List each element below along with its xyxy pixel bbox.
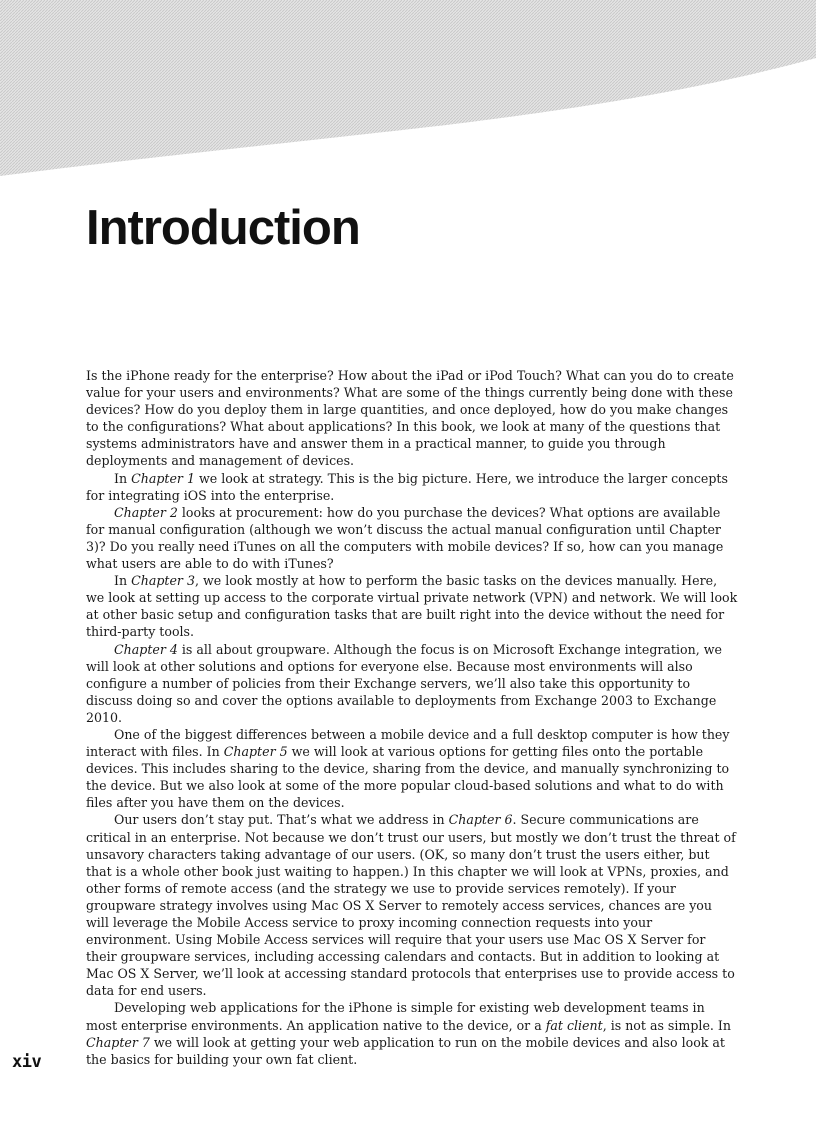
paragraph (86, 999, 738, 1067)
italic-reference: Chapter 6 (448, 812, 513, 828)
text-run: Developing web applications for the iPhone is simple for existing web development teams in most enterprise environments. An application native to the device, or a (86, 1000, 705, 1033)
text-run: looks at procurement: how do you purchase the devices? What options are available for manual configuration (although we won’t discuss the actual manual configuration until Chapter 3)? Do you really need iTunes on all the computers with mobile devices? If so, how can you manage what users are able to do with iTunes? (86, 504, 724, 572)
text-run: we will look at getting your web application to run on the mobile devices and also look at the basics for building your own fat client. (86, 1034, 725, 1067)
paragraph (86, 572, 738, 640)
page-title: Introduction (86, 201, 360, 255)
text-run: we look at strategy. This is the big picture. Here, we introduce the larger concepts for integrating iOS into the enterprise. (86, 470, 728, 503)
text-run: . Secure communications are critical in an enterprise. Not because we don’t trust our users, but mostly we don’t trust the threat of unsavory characters taking advantage of our users. (OK, so many don’t trust the users either, but that is a whole other book just waiting to happen.) In this chapter we will look at VPNs, proxies, and other forms of remote access (and the strategy we use to provide services remotely). If your groupware strategy involves using Mac OS X Server to remotely access services, chances are you will leverage the Mobile Access service to proxy incoming connection requests into your environment. Using Mobile Access services will require that your users use Mac OS X Server for their groupware services, including accessing calendars and contacts. But in addition to looking at Mac OS X Server, we’ll look at accessing standard protocols that enterprises use to provide access to data for end users. (86, 812, 736, 999)
page-number: xiv (12, 1052, 42, 1072)
text-run: Our users don’t stay put. That’s what we address in (114, 812, 449, 828)
paragraph (86, 641, 738, 726)
text-run: , is not as simple. In (602, 1017, 731, 1033)
text-run: In (114, 573, 132, 589)
italic-reference: Chapter 7 (86, 1034, 150, 1050)
italic-reference: fat client (545, 1017, 603, 1033)
paragraph (86, 367, 738, 470)
text-run: One of the biggest differences between a mobile device and a full desktop computer is how they interact with files. In (86, 726, 730, 760)
italic-reference: Chapter 5 (223, 744, 288, 760)
text-run: , we look mostly at how to perform the basic tasks on the devices manually. Here, we look at setting up access to the corporate virtual private network (VPN) and network. We will look at other basic setup and configuration tasks that are built right into the device without the need for third-party tools. (86, 573, 738, 640)
body-text (86, 367, 738, 1068)
italic-reference: Chapter 4 (114, 641, 178, 657)
header-decorative-band (0, 0, 816, 180)
text-run: we will look at various options for getting files onto the portable devices. This includes sharing to the device, sharing from the device, and manually synchronizing to the device. But we also look at some of the more popular cloud-based solutions and what to do with files after you have them on the devices. (86, 744, 730, 811)
paragraph (86, 504, 738, 572)
italic-reference: Chapter 3 (131, 573, 195, 589)
paragraph (86, 726, 738, 811)
italic-reference: Chapter 2 (114, 504, 178, 520)
text-run: Is the iPhone ready for the enterprise? How about the iPad or iPod Touch? What can you do to create value for your users and environments? What are some of the things currently being done with these devices? How do you deploy them in large quantities, and once deployed, how do you make changes to the configurations? What about applications? In this book, we look at many of the questions that systems administrators have and answer them in a practical manner, to guide you through deployments and management of devices. (86, 368, 734, 469)
paragraph (86, 470, 738, 504)
italic-reference: Chapter 1 (131, 470, 195, 486)
paragraph (86, 811, 738, 999)
text-run: In (114, 470, 132, 486)
text-run: is all about groupware. Although the focus is on Microsoft Exchange integration, we will look at other solutions and options for everyone else. Because most environments will also configure a number of policies from their Exchange servers, we’ll also take this opportunity to discuss doing so and cover the options available to deployments from Exchange 2003 to Exchange 2010. (86, 641, 722, 725)
